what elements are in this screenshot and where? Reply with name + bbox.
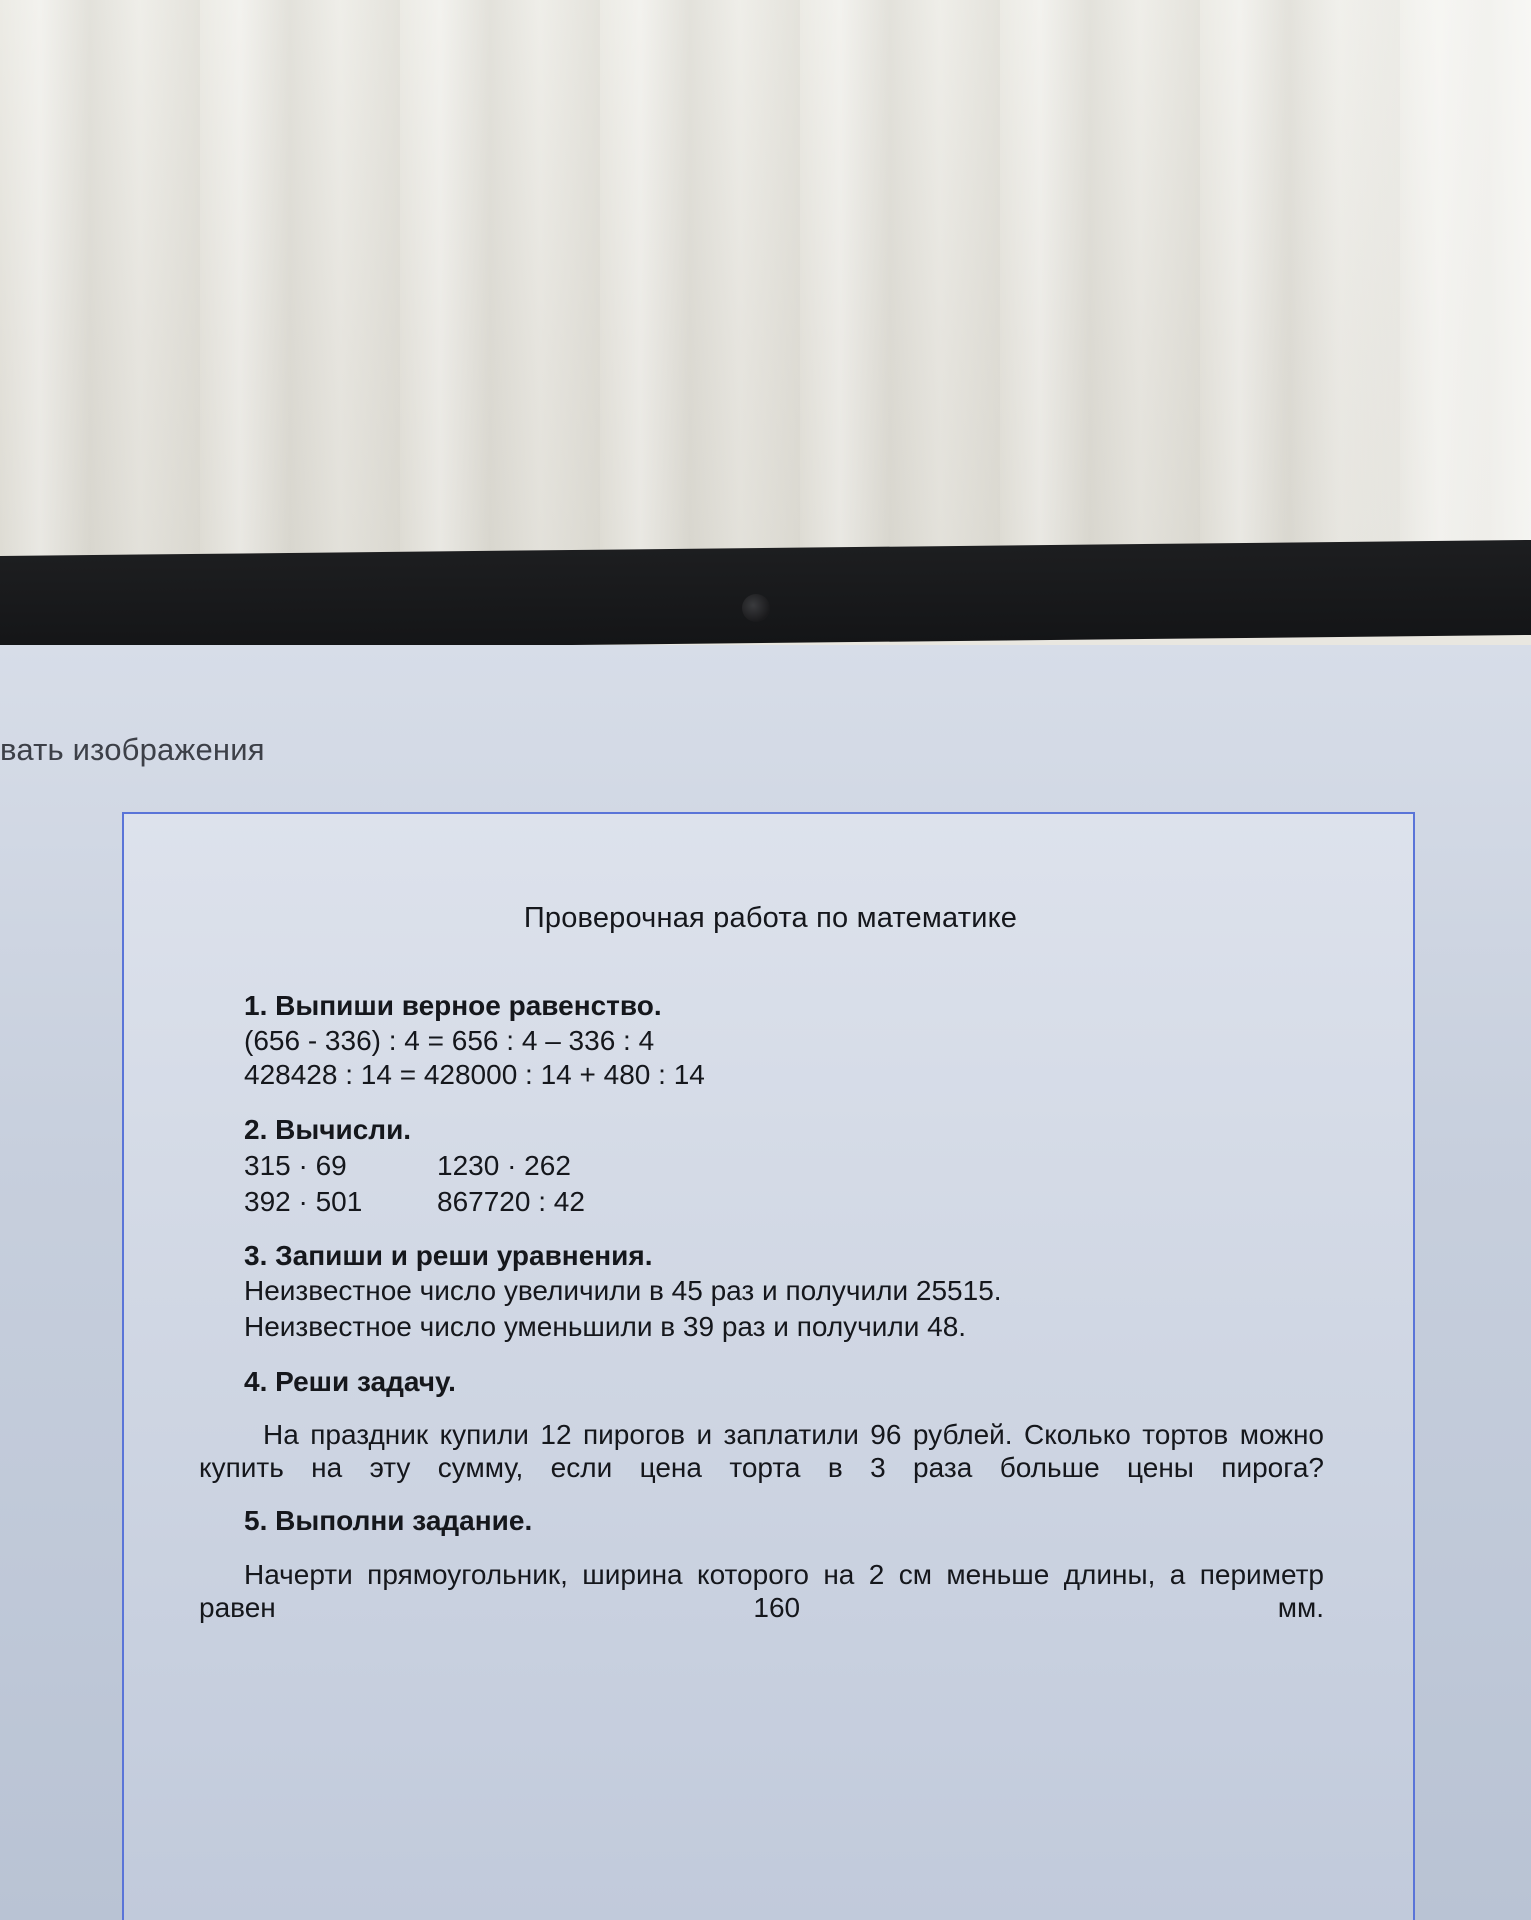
task-5-heading: 5. Выполни задание. [244,1505,533,1536]
task-4-heading: 4. Реши задачу. [244,1366,456,1397]
task-4-paragraph [199,1418,1324,1517]
screen-caption: вать изображения [0,732,265,767]
webcam-icon [742,594,770,622]
task-2-expr: 392 · 501 [244,1186,363,1217]
task-2-expr: 1230 · 262 [437,1150,571,1181]
task-1-heading: 1. Выпиши верное равенство. [244,990,662,1021]
laptop-bezel [0,540,1531,651]
task-2-expr: 867720 : 42 [437,1186,585,1217]
background-curtain [0,0,1531,580]
task-3-line-2: Неизвестное число уменьшили в 39 раз и получили 48. [244,1311,967,1342]
task-5-text: Начерти прямоугольник, ширина которого на 2 см меньше длины, а периметр равен 160 мм. [199,1559,1324,1623]
task-2-expr: 315 · 69 [244,1150,347,1181]
document-title: Проверочная работа по математике [523,902,1018,934]
document-page [122,812,1415,1920]
task-2-heading: 2. Вычисли. [244,1114,412,1145]
task-1-line-1: (656 - 336) : 4 = 656 : 4 – 336 : 4 [244,1025,655,1056]
task-1-line-2: 428428 : 14 = 428000 : 14 + 480 : 14 [244,1059,705,1090]
task-5-paragraph [199,1558,1324,1657]
task-4-text: На праздник купили 12 пирогов и заплатили 96 рублей. Сколько тортов можно купить на эту сумму, если цена торта в 3 раза больше цены пирога? [199,1419,1324,1483]
task-3-line-1: Неизвестное число увеличили в 45 раз и получили 25515. [244,1275,1002,1306]
task-3-heading: 3. Запиши и реши уравнения. [244,1240,653,1271]
